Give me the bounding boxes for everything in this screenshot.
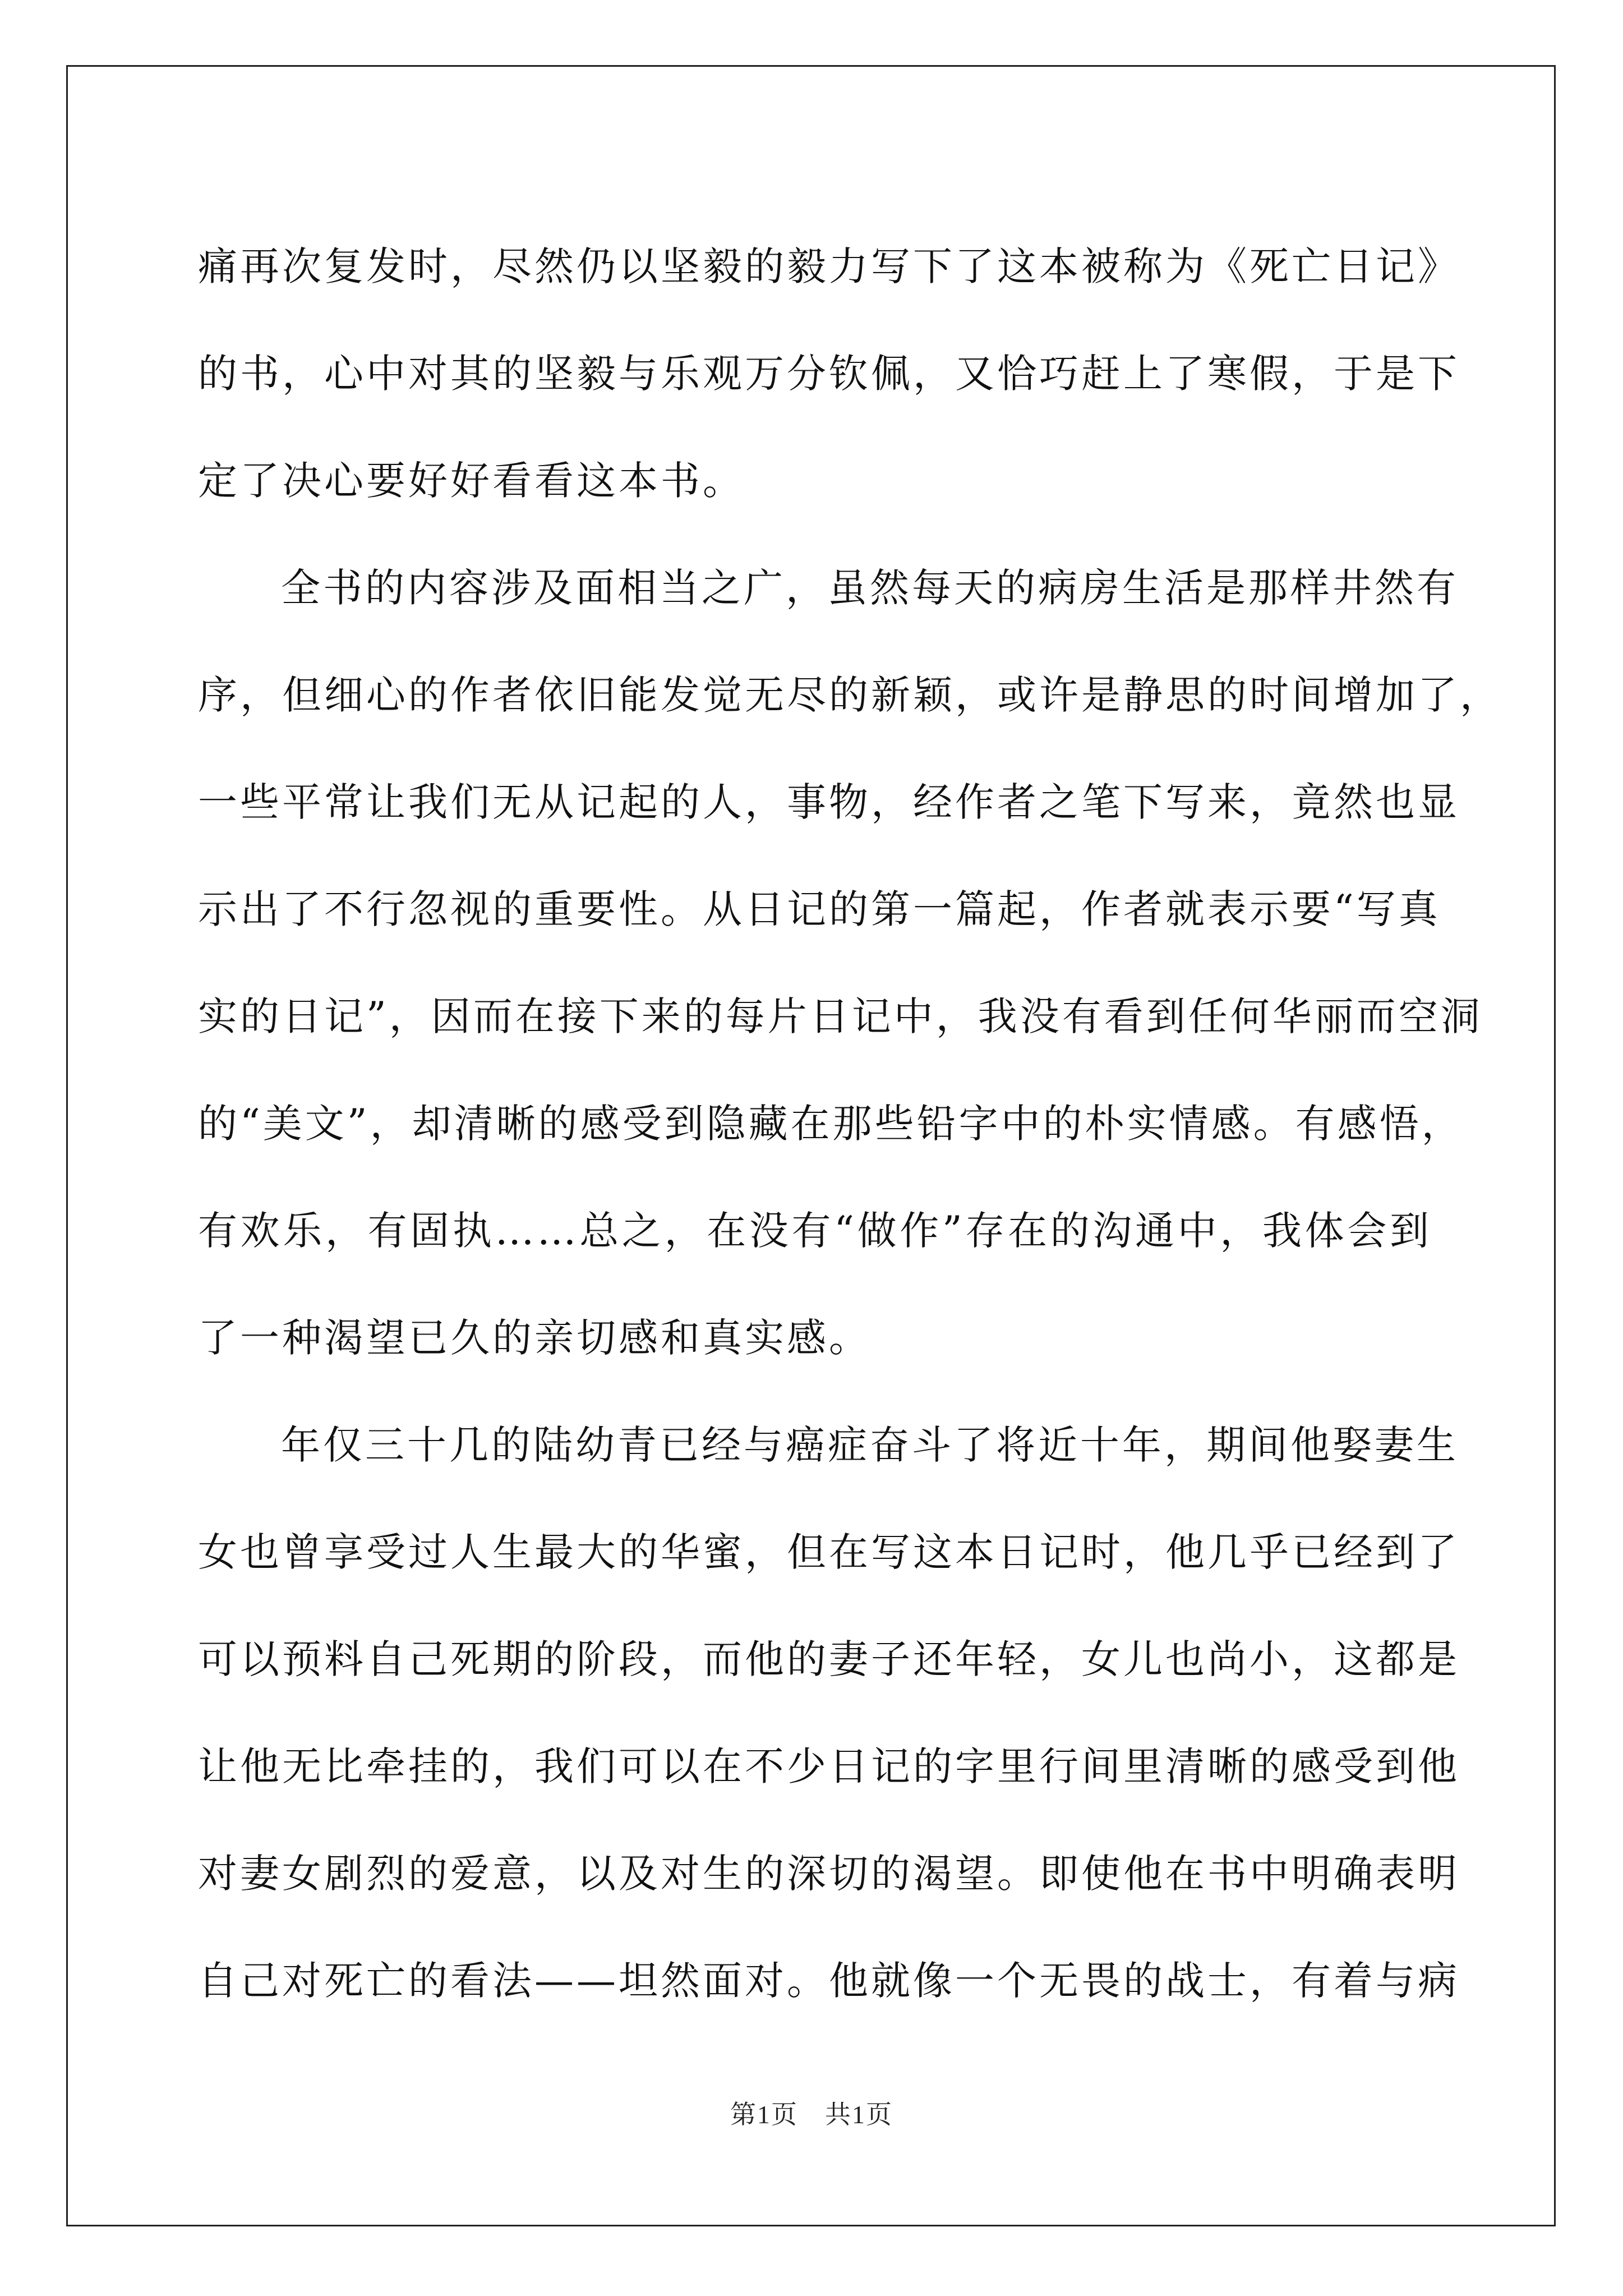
- text-line: 全书的内容涉及面相当之广，虽然每天的病房生活是那样井然有: [281, 565, 1459, 611]
- text-line: 年仅三十几的陆幼青已经与癌症奋斗了将近十年，期间他娶妻生: [281, 1422, 1459, 1468]
- page-number-footer: 第1页 共1页: [730, 2100, 893, 2129]
- text-line: 的书，心中对其的坚毅与乐观万分钦佩，又恰巧赶上了寒假，于是下: [198, 351, 1460, 397]
- text-line: 女也曾享受过人生最大的华蜜，但在写这本日记时，他几乎已经到了: [198, 1529, 1460, 1575]
- text-line: 自己对死亡的看法——坦然面对。他就像一个无畏的战士，有着与病: [198, 1958, 1460, 2004]
- text-line: 有欢乐，有固执……总之，在没有“做作”存在的沟通中，我体会到: [198, 1208, 1432, 1254]
- text-line: 痛再次复发时，尽然仍以坚毅的毅力写下了这本被称为《死亡日记》: [198, 243, 1460, 289]
- text-line: 序，但细心的作者依旧能发觉无尽的新颖，或许是静思的时间增加了，: [198, 672, 1502, 718]
- text-line: 定了决心要好好看看这本书。: [198, 458, 745, 504]
- text-line: 对妻女剧烈的爱意，以及对生的深切的渴望。即使他在书中明确表明: [198, 1851, 1460, 1897]
- document-body: [198, 213, 1502, 2035]
- text-line: 的“美文”，却清晰的感受到隐藏在那些铅字中的朴实情感。有感悟，: [198, 1101, 1464, 1147]
- text-line: 实的日记”，因而在接下来的每片日记中，我没有看到任何华丽而空洞: [198, 993, 1483, 1039]
- text-line: 让他无比牵挂的，我们可以在不少日记的字里行间里清晰的感受到他: [198, 1743, 1460, 1789]
- text-line: 一些平常让我们无从记起的人，事物，经作者之笔下写来，竟然也显: [198, 779, 1460, 825]
- text-line: 了一种渴望已久的亲切感和真实感。: [198, 1315, 871, 1361]
- text-line: 示出了不行忽视的重要性。从日记的第一篇起，作者就表示要“写真: [198, 886, 1441, 932]
- text-line: 可以预料自己死期的阶段，而他的妻子还年轻，女儿也尚小，这都是: [198, 1636, 1460, 1682]
